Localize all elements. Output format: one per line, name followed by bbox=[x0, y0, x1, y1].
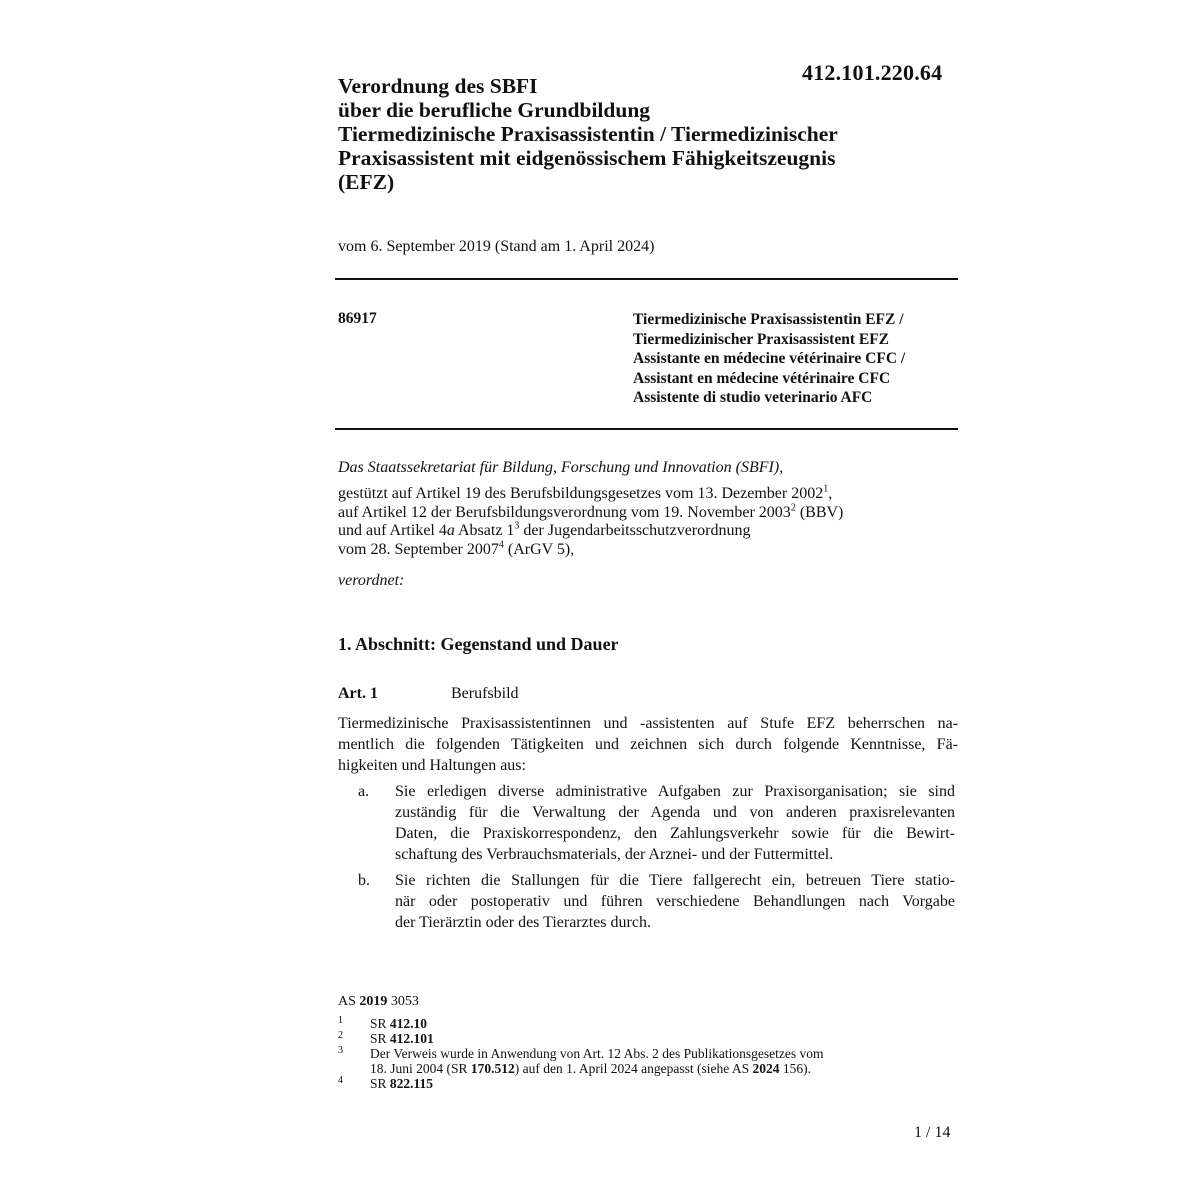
basis-line: auf Artikel 12 der Berufsbildungsverordnung vom 19. November 2003$^2$ (BBV) bbox=[338, 502, 844, 521]
designation-line: Tiermedizinischer Praxisassistent EFZ bbox=[633, 330, 890, 348]
footnote-number: 3 bbox=[338, 1045, 343, 1056]
top-divider bbox=[335, 278, 958, 280]
document-title bbox=[338, 74, 958, 194]
bottom-divider bbox=[335, 428, 958, 430]
footnote: 4 SR 822.115 bbox=[338, 1075, 434, 1091]
section-heading: 1. Abschnitt: Gegenstand und Dauer bbox=[338, 634, 619, 654]
page-number: 1 / 14 bbox=[914, 1124, 951, 1141]
footnote-number: 2 bbox=[338, 1030, 343, 1041]
profession-code: 86917 bbox=[338, 310, 377, 327]
footnote-number: 4 bbox=[338, 1075, 343, 1086]
basis-line: vom 28. September 2007$^4$ (ArGV 5), bbox=[338, 539, 575, 558]
basis-line: gestützt auf Artikel 19 des Berufsbildungsgesetzes vom 13. Dezember 2002$^1$, bbox=[338, 483, 833, 502]
footnote-ref[interactable]: 1 bbox=[823, 483, 829, 495]
article-number: Art. 1 bbox=[338, 685, 378, 702]
title-line: Verordnung des SBFI bbox=[338, 74, 538, 98]
footnote: 3 Der Verweis wurde in Anwendung von Art. 12 Abs. 2 des Publikationsgesetzes vom 18. Juni 2004 (SR 170.512) auf den 1. April 2024 angepasst (siehe AS 2024 156). bbox=[338, 1045, 824, 1076]
title-line: Tiermedizinische Praxisassistentin / Tiermedizinischer bbox=[338, 122, 838, 146]
article-intro bbox=[338, 713, 958, 776]
intro-line: mentlich die folgenden Tätigkeiten und zeichnen sich durch folgende Kenntnisse, Fä- bbox=[338, 736, 958, 753]
footnote: 2 SR 412.101 bbox=[338, 1030, 434, 1046]
intro-line: Tiermedizinische Praxisassistentinnen und -assistenten auf Stufe EFZ beherrschen na- bbox=[338, 715, 958, 732]
designation-line: Tiermedizinische Praxisassistentin EFZ / bbox=[633, 311, 904, 328]
legal-basis bbox=[338, 485, 843, 559]
date-line: vom 6. September 2019 (Stand am 1. April 2024) bbox=[338, 238, 655, 255]
designation-line: Assistente di studio veterinario AFC bbox=[633, 389, 873, 406]
basis-line: und auf Artikel 4a Absatz $1^3$ der Jugendarbeitsschutzverordnung bbox=[338, 520, 751, 540]
title-line: über die berufliche Grundbildung bbox=[338, 98, 651, 122]
footnotes bbox=[338, 1016, 958, 1091]
title-line: (EFZ) bbox=[338, 170, 395, 194]
sr-number: 412.101.220.64 bbox=[802, 60, 943, 85]
ordains: verordnet: bbox=[338, 572, 405, 589]
article-title: Berufsbild bbox=[451, 685, 519, 702]
intro-line: higkeiten und Haltungen aus: bbox=[338, 757, 526, 774]
designation-line: Assistante en médecine vétérinaire CFC / bbox=[633, 350, 906, 367]
source-reference: AS 2019 3053 bbox=[338, 994, 419, 1009]
footnote-ref[interactable]: 3 bbox=[514, 520, 520, 532]
profession-designations bbox=[633, 310, 905, 408]
footnote: 1 SR 412.10 bbox=[338, 1015, 428, 1031]
list-text: Sie richten die Stallungen für die Tiere fallgerecht ein, betreuen Tiere statio- när oder postoperativ und führen verschiedene Behandlungen nach Vorgabe der Tierärztin oder des Tierarztes durch. bbox=[395, 872, 955, 931]
issuer: Das Staatssekretariat für Bildung, Forschung und Innovation (SBFI), bbox=[338, 459, 784, 476]
footnote-number: 1 bbox=[338, 1015, 343, 1026]
list-text: Sie erledigen diverse administrative Aufgaben zur Praxisorganisation; sie sind zuständig für die Verwaltung der Agenda und von anderen praxisrelevanten Daten, die Praxiskorrespondenz, den Zahlungsverkehr sowie für die Bewirt- schaftung des Verbrauchsmaterials, der Arznei- und der Futtermittel. bbox=[395, 783, 955, 863]
title-line: Praxisassistent mit eidgenössischem Fähigkeitszeugnis bbox=[338, 146, 836, 170]
list-letter: a. bbox=[358, 783, 370, 800]
footnote-ref[interactable]: 4 bbox=[498, 539, 504, 551]
list-letter: b. bbox=[358, 872, 370, 889]
designation-line: Assistant en médecine vétérinaire CFC bbox=[633, 369, 891, 387]
footnote-ref[interactable]: 2 bbox=[790, 502, 796, 514]
